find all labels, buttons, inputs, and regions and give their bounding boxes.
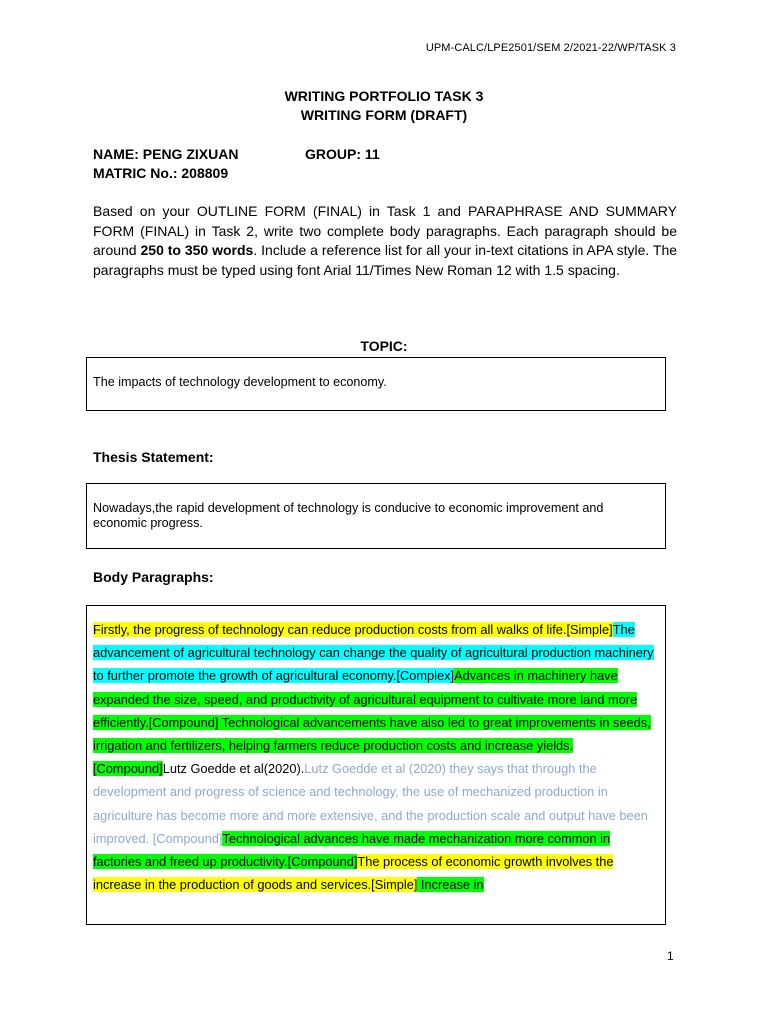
thesis-box xyxy=(86,483,666,549)
document-code: UPM-CALC/LPE2501/SEM 2/2021-22/WP/TASK 3 xyxy=(425,42,676,54)
body-segment: Lutz Goedde et al (2020) they says that through the development and progress of science and technology, the use of mechanized production in agriculture has become more and more extensive, and the production scale and output have been improved. [Compound] xyxy=(93,761,648,846)
instructions-paragraph xyxy=(93,202,677,280)
form-title: WRITING FORM (DRAFT) xyxy=(300,107,468,123)
body-paragraph-text xyxy=(87,606,665,896)
portfolio-task-title: WRITING PORTFOLIO TASK 3 xyxy=(284,88,484,104)
body-segment: Lutz Goedde et al(2020). xyxy=(162,761,305,777)
topic-label: TOPIC: xyxy=(360,338,408,354)
instructions-word-count: 250 to 350 words xyxy=(140,242,254,258)
student-group: GROUP: 11 xyxy=(305,146,380,162)
body-segment: Firstly, the progress of technology can reduce production costs from all walks of life.[Simple] xyxy=(93,622,613,637)
thesis-label: Thesis Statement: xyxy=(93,449,214,465)
body-segment: Advances in machinery have expanded the size, speed, and productivity of agricultural equipment to cultivate more land more efficiently.[Compound] Technological advancements have also led to great improvements in seeds, irrigation and fertilizers, helping farmers reduce production costs and increase yields.[Compound] xyxy=(93,668,651,777)
topic-box xyxy=(86,357,666,411)
instructions-text-2: . Include a reference list for all your in-text citations in APA style. The paragraphs must be typed using font Arial 11/Times New Roman 12 with 1.5 spacing. xyxy=(93,242,678,278)
student-name: NAME: PENG ZIXUAN xyxy=(93,146,239,162)
body-paragraphs-box xyxy=(86,605,666,925)
topic-text: The impacts of technology development to economy. xyxy=(93,375,387,389)
instructions-text-1: Based on your OUTLINE FORM (FINAL) in Task 1 and PARAPHRASE AND SUMMARY FORM (FINAL) in Task 2, write two complete body paragraphs. Each paragraph should be around xyxy=(93,203,677,258)
student-matric: MATRIC No.: 208809 xyxy=(93,165,229,181)
body-segment: Increase in xyxy=(417,877,484,893)
body-segment: The advancement of agricultural technology can change the quality of agricultural production machinery to further promote the growth of agricultural economy.[Complex] xyxy=(93,622,654,684)
body-segment: The process of economic growth involves the increase in the production of goods and services.[Simple] xyxy=(93,854,614,893)
page-number: 1 xyxy=(667,949,674,963)
body-segment: Technological advances have made mechanization more common in factories and freed up productivity.[Compound] xyxy=(93,830,611,870)
thesis-text: Nowadays,the rapid development of technology is conducive to economic improvement and economic progress. xyxy=(93,501,604,530)
body-paragraphs-label: Body Paragraphs: xyxy=(93,569,214,585)
